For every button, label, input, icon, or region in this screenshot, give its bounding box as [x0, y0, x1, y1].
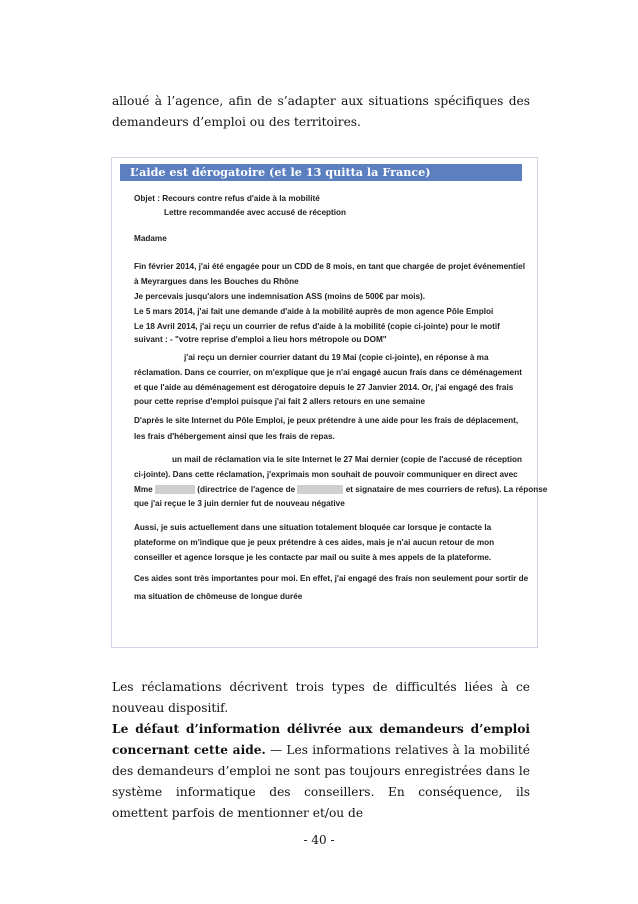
figure-title: L’aide est dérogatoire (et le 13 quitta la France): [120, 164, 522, 181]
page-number: - 40 -: [303, 833, 335, 847]
letter-line: Je percevais jusqu'alors une indemnisation ASS (moins de 500€ par mois).: [134, 292, 426, 301]
letter-line: ci-jointe). Dans cette réclamation, j'exprimais mon souhait de pouvoir communiquer en direct avec: [134, 470, 518, 479]
redacted-name: [155, 485, 195, 494]
letter-line: Le 18 Avril 2014, j'ai reçu un courrier de refus d'aide à la mobilité (copie ci-jointe) pour le motif: [134, 322, 500, 331]
letter-line: à Meyrargues dans les Bouches du Rhône: [134, 277, 299, 286]
letter-line: pour cette reprise d'emploi puisque j'ai fait 2 allers retours en une semaine: [134, 397, 426, 406]
letter-line: ma situation de chômeuse de longue durée: [134, 592, 303, 601]
letter-line: Le 5 mars 2014, j'ai fait une demande d'aide à la mobilité auprès de mon agence Pôle Emploi: [134, 307, 494, 316]
letter-subject: Objet : Recours contre refus d'aide à la mobilité: [134, 194, 320, 203]
defaut-text: — Les informations relatives à la mobilité des demandeurs d’emploi ne sont pas toujours enregistrées dans le système informatique des conseillers. En conséquence, ils omettent parfois de mentionner et/ou de: [112, 743, 530, 820]
intro-paragraph: alloué à l’agence, afin de s’adapter aux situations spécifiques des demandeurs d’emploi ou des territoires.: [112, 94, 530, 129]
letter-recommande: Lettre recommandée avec accusé de réception: [164, 208, 347, 217]
letter-line: suivant : - "votre reprise d'emploi a lieu hors métropole ou DOM": [134, 335, 387, 344]
letter-line: D'après le site Internet du Pôle Emploi, je peux prétendre à une aide pour les frais de déplacement,: [134, 416, 519, 425]
letter-line: et que l'aide au déménagement est dérogatoire depuis le 27 Janvier 2014. Or, j'ai engagé des frais: [134, 383, 514, 392]
defaut-paragraph: [112, 719, 530, 824]
letter-line: réclamation. Dans ce courrier, on m'explique que je n'ai engagé aucun frais dans ce déménagement: [134, 368, 522, 377]
letter-line-redacted: Mme (directrice de l'agence de et signataire de mes courriers de refus). La réponse: [134, 485, 548, 494]
letter-line: conseiller et agence lorsque je les contacte par mail ou suite à mes appels de la plateforme.: [134, 553, 492, 562]
letter-salutation: Madame: [134, 234, 167, 243]
letter-line: un mail de réclamation via le site Internet le 27 Mai dernier (copie de l'accusé de réception: [172, 455, 523, 464]
letter-line: Aussi, je suis actuellement dans une situation totalement bloquée car lorsque je contacte la: [134, 523, 492, 532]
letter-line: Fin février 2014, j'ai été engagée pour un CDD de 8 mois, en tant que chargée de projet événementiel: [134, 262, 525, 271]
letter-line: plateforme on m'indique que je peux prétendre à ces aides, mais je n'ai aucun retour de mon: [134, 538, 495, 547]
redacted-agency: [297, 485, 343, 494]
reclamations-paragraph: Les réclamations décrivent trois types de difficultés liées à ce nouveau dispositif.: [112, 680, 530, 715]
letter-line: Ces aides sont très importantes pour moi. En effet, j'ai engagé des frais non seulement pour sortir de: [134, 574, 529, 583]
defaut-heading: Le défaut d’information délivrée aux demandeurs d’emploi concernant cette aide.: [112, 722, 530, 757]
letter-line: j'ai reçu un dernier courrier datant du 19 Mai (copie ci-jointe), en réponse à ma: [184, 353, 489, 362]
letter-line: que j'ai reçue le 3 juin dernier fut de nouveau négative: [134, 499, 345, 508]
letter-line: les frais d'hébergement ainsi que les frais de repas.: [134, 432, 335, 441]
